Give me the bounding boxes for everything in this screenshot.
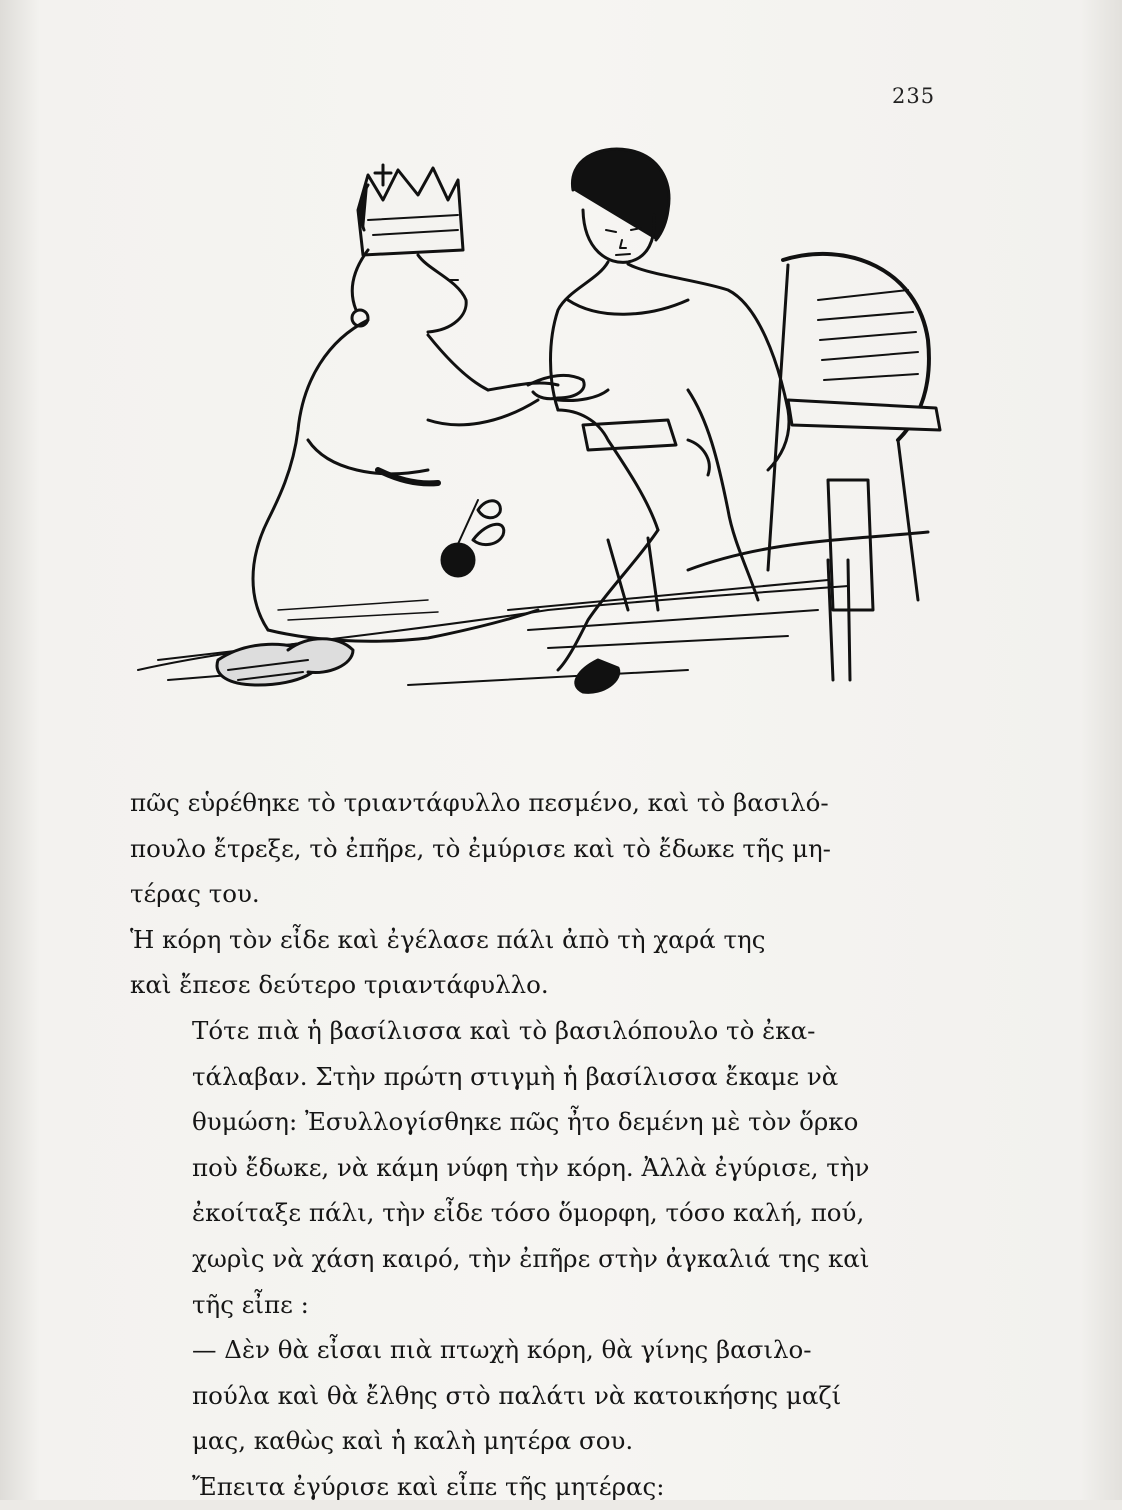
text-line: μας, καθὼς καὶ ἡ καλὴ μητέρα σου. — [192, 1426, 634, 1456]
text-line: ποὺ ἔδωκε, νὰ κάμη νύφη τὴν κόρη. Ἀλλὰ ἐγύρισε, τὴν — [192, 1152, 870, 1182]
text-line: τάλαβαν. Στὴν πρώτη στιγμὴ ἡ βασίλισσα ἔκαμε νὰ — [192, 1061, 839, 1091]
paragraph — [130, 1464, 970, 1510]
text-line: ἐκοίταξε πάλι, τὴν εἶδε τόσο ὅμορφη, τόσο καλή, πού, — [192, 1198, 865, 1228]
text-line: καὶ ἔπεσε δεύτερο τριαντάφυλλο. — [130, 970, 549, 1000]
paragraph — [130, 780, 970, 917]
text-line: τῆς εἶπε : — [192, 1289, 309, 1319]
paragraph — [130, 1008, 970, 1327]
paragraph — [130, 1327, 970, 1464]
text-line: Ἡ κόρη τὸν εἶδε καὶ ἐγέλασε πάλι ἀπὸ τὴ χαρά της — [130, 924, 766, 954]
text-line: χωρὶς νὰ χάση καιρό, τὴν ἐπῆρε στὴν ἀγκαλιά της καὶ — [192, 1243, 870, 1273]
text-line: Τότε πιὰ ἡ βασίλισσα καὶ τὸ βασιλόπουλο τὸ ἐκα- — [192, 1015, 816, 1045]
text-line: Ἔπειτα ἐγύρισε καὶ εἶπε τῆς μητέρας: — [192, 1471, 665, 1501]
text-line: θυμώση: Ἐσυλλογίσθηκε πῶς ἦτο δεμένη μὲ τὸν ὅρκο — [192, 1107, 859, 1137]
illustration-kneeling-queen-and-seated-girl-icon — [128, 140, 958, 710]
paragraph — [130, 917, 970, 1008]
body-text — [130, 780, 970, 1510]
page-number: 235 — [892, 84, 936, 108]
text-line: πουλο ἔτρεξε, τὸ ἐπῆρε, τὸ ἐμύρισε καὶ τὸ ἔδωκε τῆς μη- — [130, 833, 831, 863]
text-line: πούλα καὶ θὰ ἔλθης στὸ παλάτι νὰ κατοικήσης μαζί — [192, 1380, 842, 1410]
text-line: τέρας του. — [130, 879, 260, 909]
text-line: πῶς εὑρέθηκε τὸ τριαντάφυλλο πεσμένο, καὶ τὸ βασιλό- — [130, 788, 829, 817]
text-line: — Δὲν θὰ εἶσαι πιὰ πτωχὴ κόρη, θὰ γίνης βασιλο- — [192, 1335, 812, 1365]
